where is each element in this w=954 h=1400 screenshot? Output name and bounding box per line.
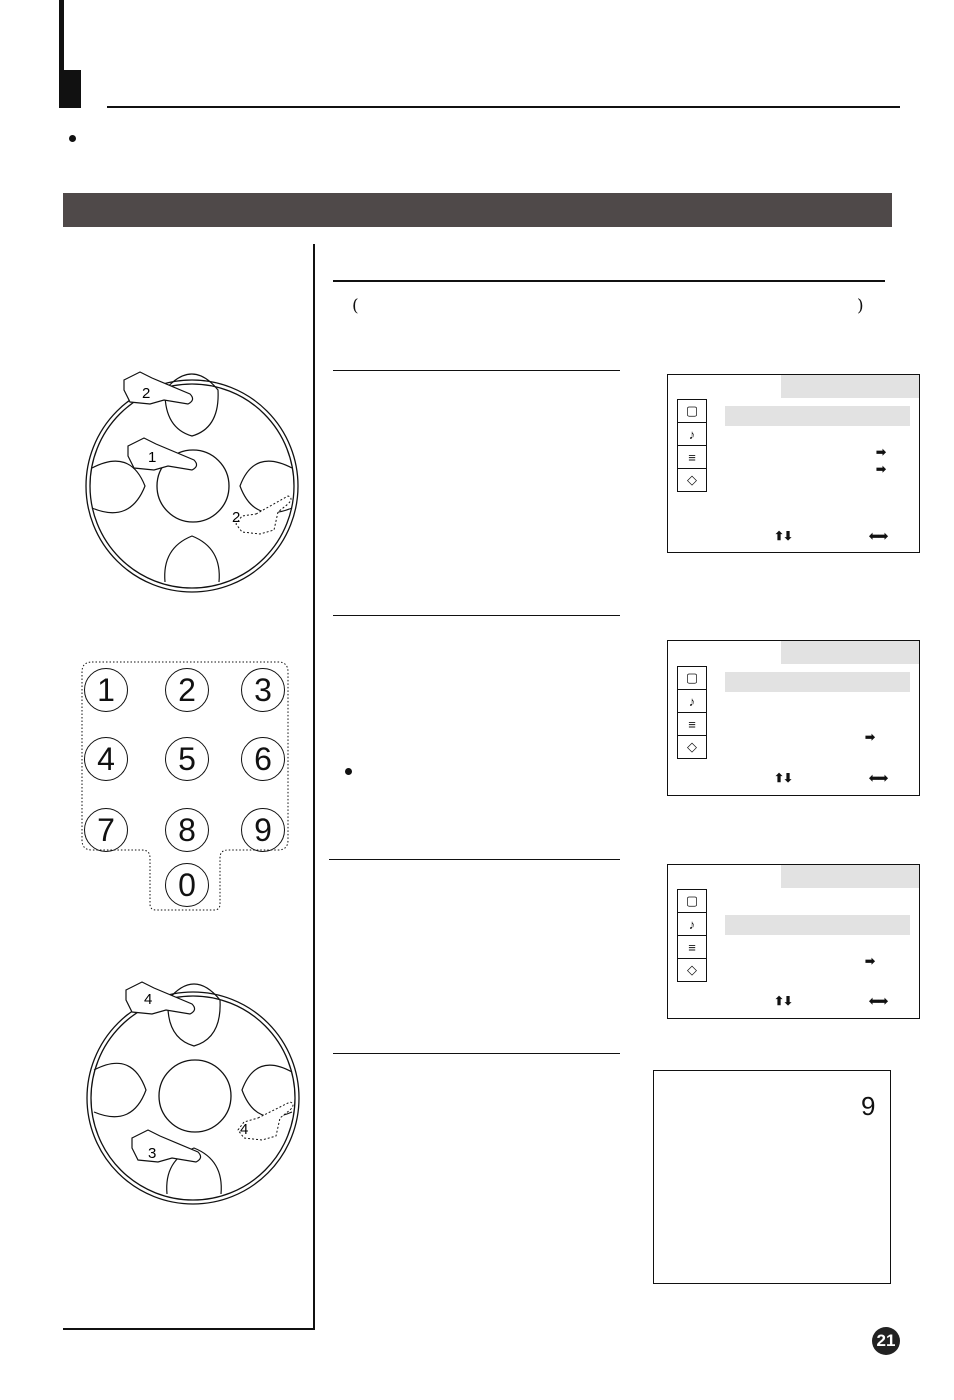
column-divider	[313, 244, 315, 1330]
up-down-icon: ⬆⬇	[774, 994, 793, 1008]
finger-label: 3	[148, 1145, 157, 1162]
key-3[interactable]: 3	[241, 668, 285, 712]
key-7[interactable]: 7	[84, 808, 128, 852]
joystick-bottom	[80, 978, 302, 1210]
tv-icon: ▢	[678, 400, 706, 423]
right-arrow-icon: ➡	[876, 445, 887, 459]
step1-rule	[333, 370, 620, 371]
osd-screen-3	[667, 864, 920, 1019]
tag-icon: ◇	[687, 739, 697, 754]
intro-rule	[333, 280, 885, 282]
key-9[interactable]: 9	[241, 808, 285, 852]
osd-screen-2	[667, 640, 920, 796]
scroll-icon: ≡	[678, 446, 706, 469]
intro-bullet	[69, 135, 76, 142]
tag-icon: ◇	[687, 472, 697, 487]
key-6[interactable]: 6	[241, 737, 285, 781]
osd-highlight	[725, 915, 910, 935]
speaker-icon: ♪	[678, 913, 706, 936]
tv-icon: ▢	[678, 890, 706, 913]
header-tab	[59, 70, 81, 108]
speaker-icon: ♪	[678, 423, 706, 446]
finger-label: 4	[240, 1121, 249, 1138]
key-0[interactable]: 0	[165, 863, 209, 907]
paren-close: )	[857, 296, 864, 316]
channel-number: 9	[861, 1091, 876, 1121]
right-arrow-icon: ➡	[865, 954, 876, 968]
left-right-icon: ⬅➡	[869, 771, 888, 785]
finger-label: 1	[148, 449, 157, 466]
finger-label: 4	[144, 991, 153, 1008]
right-arrow-icon: ➡	[865, 730, 876, 744]
key-8[interactable]: 8	[165, 808, 209, 852]
tag-icon: ◇	[687, 962, 697, 977]
finger-label: 2	[142, 385, 151, 402]
paren-open: (	[352, 296, 359, 316]
key-4[interactable]: 4	[84, 737, 128, 781]
osd-header	[781, 375, 919, 398]
joystick-top	[80, 368, 300, 598]
osd-header	[781, 641, 919, 664]
step3-rule	[329, 859, 620, 860]
up-down-icon: ⬆⬇	[774, 771, 793, 785]
up-down-icon: ⬆⬇	[774, 529, 793, 543]
scroll-icon: ≡	[678, 713, 706, 736]
left-right-icon: ⬅➡	[869, 994, 888, 1008]
left-right-icon: ⬅➡	[869, 529, 888, 543]
osd-highlight	[725, 406, 910, 426]
bottom-rule	[63, 1328, 314, 1330]
osd-highlight	[725, 672, 910, 692]
step2-bullet	[345, 768, 352, 775]
osd-icon-column	[677, 399, 707, 492]
tv-icon: ▢	[678, 667, 706, 690]
page-number: 21	[872, 1327, 900, 1355]
key-2[interactable]: 2	[165, 668, 209, 712]
osd-screen-1	[667, 374, 920, 553]
osd-icon-column	[677, 666, 707, 759]
right-arrow-icon: ➡	[876, 462, 887, 476]
header-rule	[107, 106, 900, 108]
key-5[interactable]: 5	[165, 737, 209, 781]
speaker-icon: ♪	[678, 690, 706, 713]
step2-rule	[333, 615, 620, 616]
scroll-icon: ≡	[678, 936, 706, 959]
section-bar	[63, 193, 892, 227]
osd-header	[781, 865, 919, 888]
osd-icon-column	[677, 889, 707, 982]
finger-label: 2	[232, 509, 241, 526]
channel-screen	[653, 1070, 891, 1284]
key-1[interactable]: 1	[84, 668, 128, 712]
step4-rule	[333, 1053, 620, 1054]
